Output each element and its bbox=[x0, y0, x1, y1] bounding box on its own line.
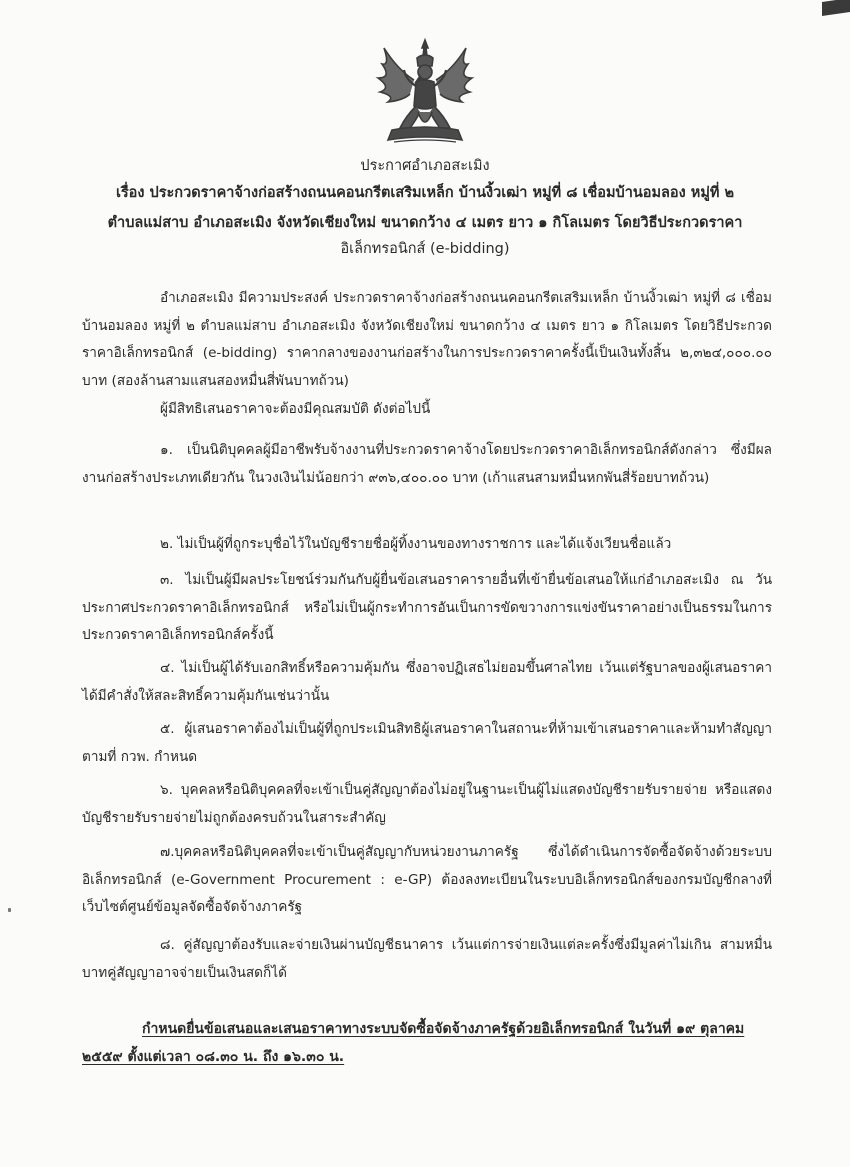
scan-speck bbox=[8, 908, 11, 912]
qualification-item-5: ๕. ผู้เสนอราคาต้องไม่เป็นผู้ที่ถูกประเมินสิทธิผู้เสนอราคาในสถานะที่ห้ามเข้าเสนอราคาและห้ามทำสัญญาตามที่ กวพ. กำหนด bbox=[82, 721, 772, 765]
bid-deadline: กำหนดยื่นข้อเสนอและเสนอราคาทางระบบจัดซื้อจัดจ้างภาครัฐด้วยอิเล็กทรอนิกส์ ในวันที่ ๑๙ ตุลาคม ๒๕๕๙ ตั้งแต่เวลา ๐๘.๓๐ น. ถึง ๑๖.๓๐ น. bbox=[82, 1021, 745, 1065]
subject-line-2: ตำบลแม่สาบ อำเภอสะเมิง จังหวัดเชียงใหม่ ขนาดกว้าง ๔ เมตร ยาว ๑ กิโลเมตร โดยวิธีประกวดราคา bbox=[107, 215, 743, 231]
qualification-item-1: ๑. เป็นนิติบุคคลผู้มีอาชีพรับจ้างงานที่ประกวดราคาจ้างโดยประกวดราคาอิเล็กทรอนิกส์ดังกล่าว ซึ่งมีผลงานก่อสร้างประเภทเดียวกัน ในวงเงินไม่น้อยกว่า ๙๓๖,๔๐๐.๐๐ บาท (เก้าแสนสามหมื่นหกพันสี่ร้อยบาทถ้วน) bbox=[82, 442, 772, 486]
subject-line-1: เรื่อง ประกวดราคาจ้างก่อสร้างถนนคอนกรีตเสริมเหล็ก บ้านงิ้วเฒ่า หมู่ที่ ๘ เชื่อมบ้านอมลอง หมู่ที่ ๒ bbox=[115, 185, 735, 201]
garuda-emblem-icon bbox=[370, 36, 480, 148]
qualification-item-8: ๘. คู่สัญญาต้องรับและจ่ายเงินผ่านบัญชีธนาคาร เว้นแต่การจ่ายเงินแต่ละครั้งซึ่งมีมูลค่าไม่เกิน สามหมื่นบาทคู่สัญญาอาจจ่ายเป็นเงินสดก็ได้ bbox=[82, 937, 772, 981]
qualification-item-7: ๗.บุคคลหรือนิติบุคคลที่จะเข้าเป็นคู่สัญญากับหน่วยงานภาครัฐ ซึ่งได้ดำเนินการจัดซื้อจัดจ้างด้วยระบบอิเล็กทรอนิกส์ (e-Government Procurement : e-GP) ต้องลงทะเบียนในระบบอิเล็กทรอนิกส์ของกรมบัญชีกลางที่เว็บไซต์ศูนย์ข้อมูลจัดซื้อจัดจ้างภาครัฐ bbox=[82, 844, 772, 915]
qualifications-heading: ผู้มีสิทธิเสนอราคาจะต้องมีคุณสมบัติ ดังต่อไปนี้ bbox=[160, 401, 431, 417]
scan-corner-mark bbox=[822, 0, 850, 16]
qualification-item-3: ๓. ไม่เป็นผู้มีผลประโยชน์ร่วมกันกับผู้ยื่นข้อเสนอราคารายอื่นที่เข้ายื่นข้อเสนอให้แก่อำเภอสะเมิง ณ วันประกาศประกวดราคาอิเล็กทรอนิกส์ หรือไม่เป็นผู้กระทำการอันเป็นการขัดขวางการแข่งขันราคาอย่างเป็นธรรมในการประกวดราคาอิเล็กทรอนิกส์ครั้งนี้ bbox=[82, 572, 772, 643]
announcer-title: ประกาศอำเภอสะเมิง bbox=[360, 158, 490, 174]
qualification-item-4: ๔. ไม่เป็นผู้ได้รับเอกสิทธิ์หรือความคุ้มกัน ซึ่งอาจปฏิเสธไม่ยอมขึ้นศาลไทย เว้นแต่รัฐบาลของผู้เสนอราคาได้มีคำสั่งให้สละสิทธิ์ความคุ้มกันเช่นว่านั้น bbox=[82, 660, 772, 704]
intro-paragraph: อำเภอสะเมิง มีความประสงค์ ประกวดราคาจ้างก่อสร้างถนนคอนกรีตเสริมเหล็ก บ้านงิ้วเฒ่า หมู่ที่ ๘ เชื่อมบ้านอมลอง หมู่ที่ ๒ ตำบลแม่สาบ อำเภอสะเมิง จังหวัดเชียงใหม่ ขนาดกว้าง ๔ เมตร ยาว ๑ กิโลเมตร โดยวิธีประกวดราคาอิเล็กทรอนิกส์ (e-bidding) ราคากลางของงานก่อสร้างในการประกวดราคาครั้งนี้เป็นเงินทั้งสิ้น ๒,๓๒๔,๐๐๐.๐๐ บาท (สองล้านสามแสนสองหมื่นสี่พันบาทถ้วน) bbox=[82, 290, 772, 389]
subject-line-3: อิเล็กทรอนิกส์ (e-bidding) bbox=[340, 241, 510, 257]
qualification-item-6: ๖. บุคคลหรือนิติบุคคลที่จะเข้าเป็นคู่สัญญาต้องไม่อยู่ในฐานะเป็นผู้ไม่แสดงบัญชีรายรับรายจ่าย หรือแสดงบัญชีรายรับรายจ่ายไม่ถูกต้องครบถ้วนในสาระสำคัญ bbox=[82, 782, 772, 826]
qualification-item-2: ๒. ไม่เป็นผู้ที่ถูกระบุชื่อไว้ในบัญชีรายชื่อผู้ทิ้งงานของทางราชการ และได้แจ้งเวียนชื่อแล้ว bbox=[160, 536, 672, 552]
